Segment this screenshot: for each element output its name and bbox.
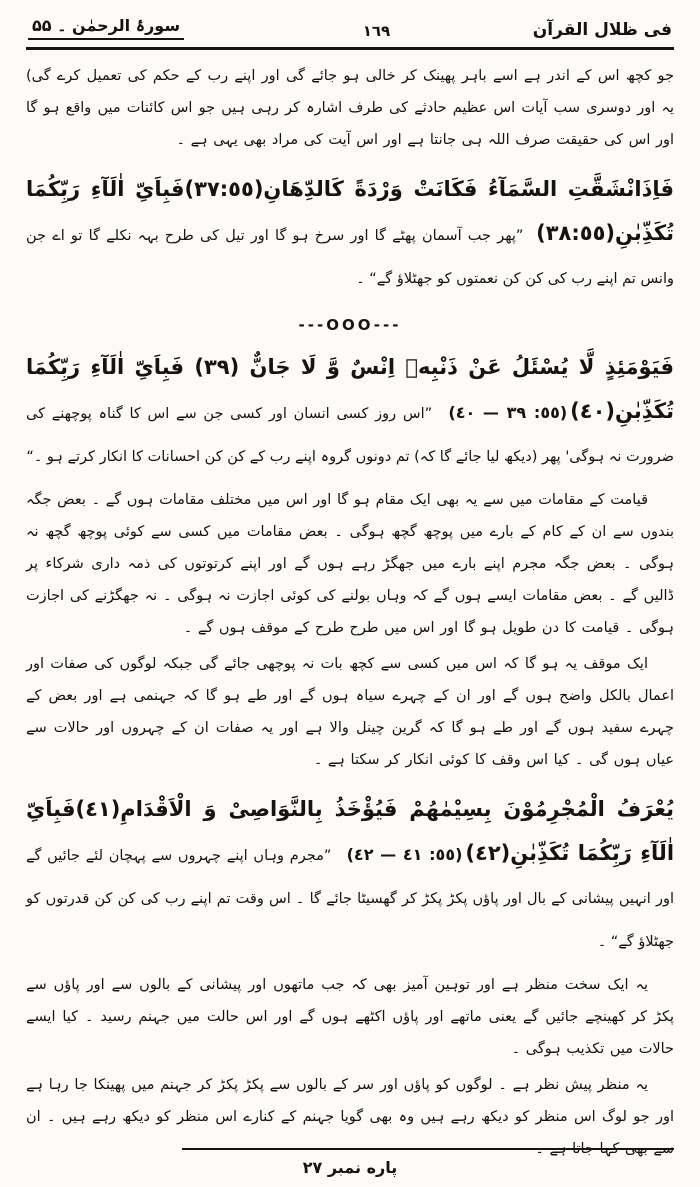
paragraph-qiyamat-stations: قیامت کے مقامات میں سے یہ بھی ایک مقام ہو گا اور اس میں مختلف مقامات ہوں گے ۔ بعض جگہ بندوں سے ان کے کام کے بارے میں پوچھ گچھ ہوگی ۔ بعض مقامات میں کسی سے کوئی پوچھ گچھ نہ ہوگی ۔ بعض جگہ مجرم اپنے بارے میں جھگڑ رہے ہوں گے اور اپنے کرتوتوں کی ذمہ داری شرکاء پر ڈالیں گے ۔ بعض مقامات ایسے ہوں گے کہ وہاں بولنے کی کوئی اجازت نہ ہوگی ۔ نہ جھگڑنے کی اجازت ہوگی ۔ قیامت کا دن طویل ہو گا اور اس میں طرح طرح کے موقف ہوں گے ۔ [26,492,674,636]
arabic-verse-text-3: يُعْرَفُ الْمُجْرِمُوْنَ بِسِيْمٰهُمْ فَيُؤْخَذُ بِالنَّوَاصِیْ وَ الْاَقْدَامِ(٤١)فَبِاَیِّ اٰلَآءِ رَبِّكُمَا تُكَذِّبٰنِ(٤٢) [26,797,675,865]
verse-block-1 [26,168,674,300]
footer-para-number: پاره نمبر ٢٧ [302,1158,398,1177]
paragraph-intro: جو کچھ اس کے اندر ہے اسے باہر پھینک کر خالی ہو جائے گی اور اپنے رب کے حکم کی تعمیل کرے گی) یہ اور دوسری سب آیات اس عظیم حادثے کی طرف اشارہ کر رہی ہیں جو اس کائنات میں واقع ہو گا اور اس کی حقیقت صرف اللہ ہی جانتا ہے اور اس آیت کی مراد بھی یہی ہے ۔ [26,68,674,148]
paragraph-closing: یہ منظر پیش نظر ہے ۔ لوگوں کو پاؤں اور سر کے بالوں سے پکڑ پکڑ کر جہنم میں پھینکا جا رہا ہے اور جو لوگ اس منظر کو دیکھ رہے ہیں وہ بھی گویا جہنم کے کنارے اس منظر کو دیکھ رہے ہیں ۔ ان سے بھی کہا جاتا ہے ۔ [26,1077,674,1157]
page-footer [26,1148,674,1187]
arabic-verse-text-1: فَاِذَانْشَقَّتِ السَّمَآءُ فَكَانَتْ وَرْدَةً كَالدِّهَانِ(٣٧:٥٥)فَبِاَیِّ اٰلَآءِ رَبِّكُمَا تُكَذِّبٰنِ(٣٨:٥٥) [26,177,675,245]
paragraph-scene-description: یہ ایک سخت منظر ہے اور توہین آمیز بھی کہ جب ماتھوں اور پیشانی کے بالوں سے اور پاؤں سے پکڑ کر کھینچے جائیں گے یعنی ماتھے اور پاؤں اکٹھے ہوں گے اور اس حالت میں جہنم رسید ۔ کیا ایسے حالات میں تکذیب ہوگی ۔ [26,977,674,1057]
page-number: ١٦٩ [362,22,391,40]
book-title: فی ظلال القرآن [532,20,672,40]
urdu-translation-2: ”اس روز کسی انسان اور کسی جن سے اس کا گناہ پوچھنے کی ضرورت نہ ہوگی' پھر (دیکھ لیا جائے گا کہ) تم دونوں گروہ اپنے رب کے کن کن احسانات کا انکار کرتے ہو ۔“ [26,406,674,465]
footer-divider [182,1148,674,1150]
paragraph-mauqif: ایک موقف یہ ہو گا کہ اس میں کسی سے کچھ بات نہ پوچھی جائے گی جبکہ لوگوں کی صفات اور اعمال بالکل واضح ہوں گے اور ان کے چہرے سیاہ ہوں گے اور طے ہو گا کہ جہنمی ہے اور بعض کے چہرے سفید ہوں گے اور طے ہو گا کہ گرین چینل والا ہے اور یہ صفات ان کے چہروں اور حالات سے عیاں ہوں گی ۔ کیا اس وقف کا کوئی انکار کر سکتا ہے ۔ [26,656,674,768]
urdu-translation-3: ”مجرم وہاں اپنے چہروں سے پہچان لئے جائیں گے اور انہیں پیشانی کے بال اور پاؤں پکڑ پکڑ کر گھسیٹا جائے گا ۔ اس وقت تم اپنے رب کی کن کن قدرتوں کو جھٹلاؤ گے“ ۔ [26,848,674,950]
verse-citation-3: (٥٥: ٤١ — ٤٢) [346,845,463,864]
verse-block-3 [26,788,674,963]
urdu-translation-1: ”پھر جب آسمان پھٹے گا اور سرخ ہو گا اور تیل کی طرح بہہ نکلے گا تو اے جن وانس تم اپنے رب کی کن کن نعمتوں کو جھٹلاؤ گے“ ۔ [26,228,674,287]
verse-block-2 [26,346,674,478]
page-header [26,12,674,50]
verse-citation-2: (٥٥: ٣٩ — ٤٠) [448,403,568,422]
arabic-verse-text-2: فَيَوْمَئِذٍ لَّا يُسْئَلُ عَنْ ذَنْبِهٖ اِنْسٌ وَّ لَا جَانٌّ (٣٩) فَبِاَیِّ اٰلَآءِ رَبِّكُمَا تُكَذِّبٰنِ(٤٠) [26,355,675,423]
section-separator: ---OOO--- [298,316,402,334]
surah-title: سورۂ الرحمٰن ۔ ۵۵ [28,16,184,40]
